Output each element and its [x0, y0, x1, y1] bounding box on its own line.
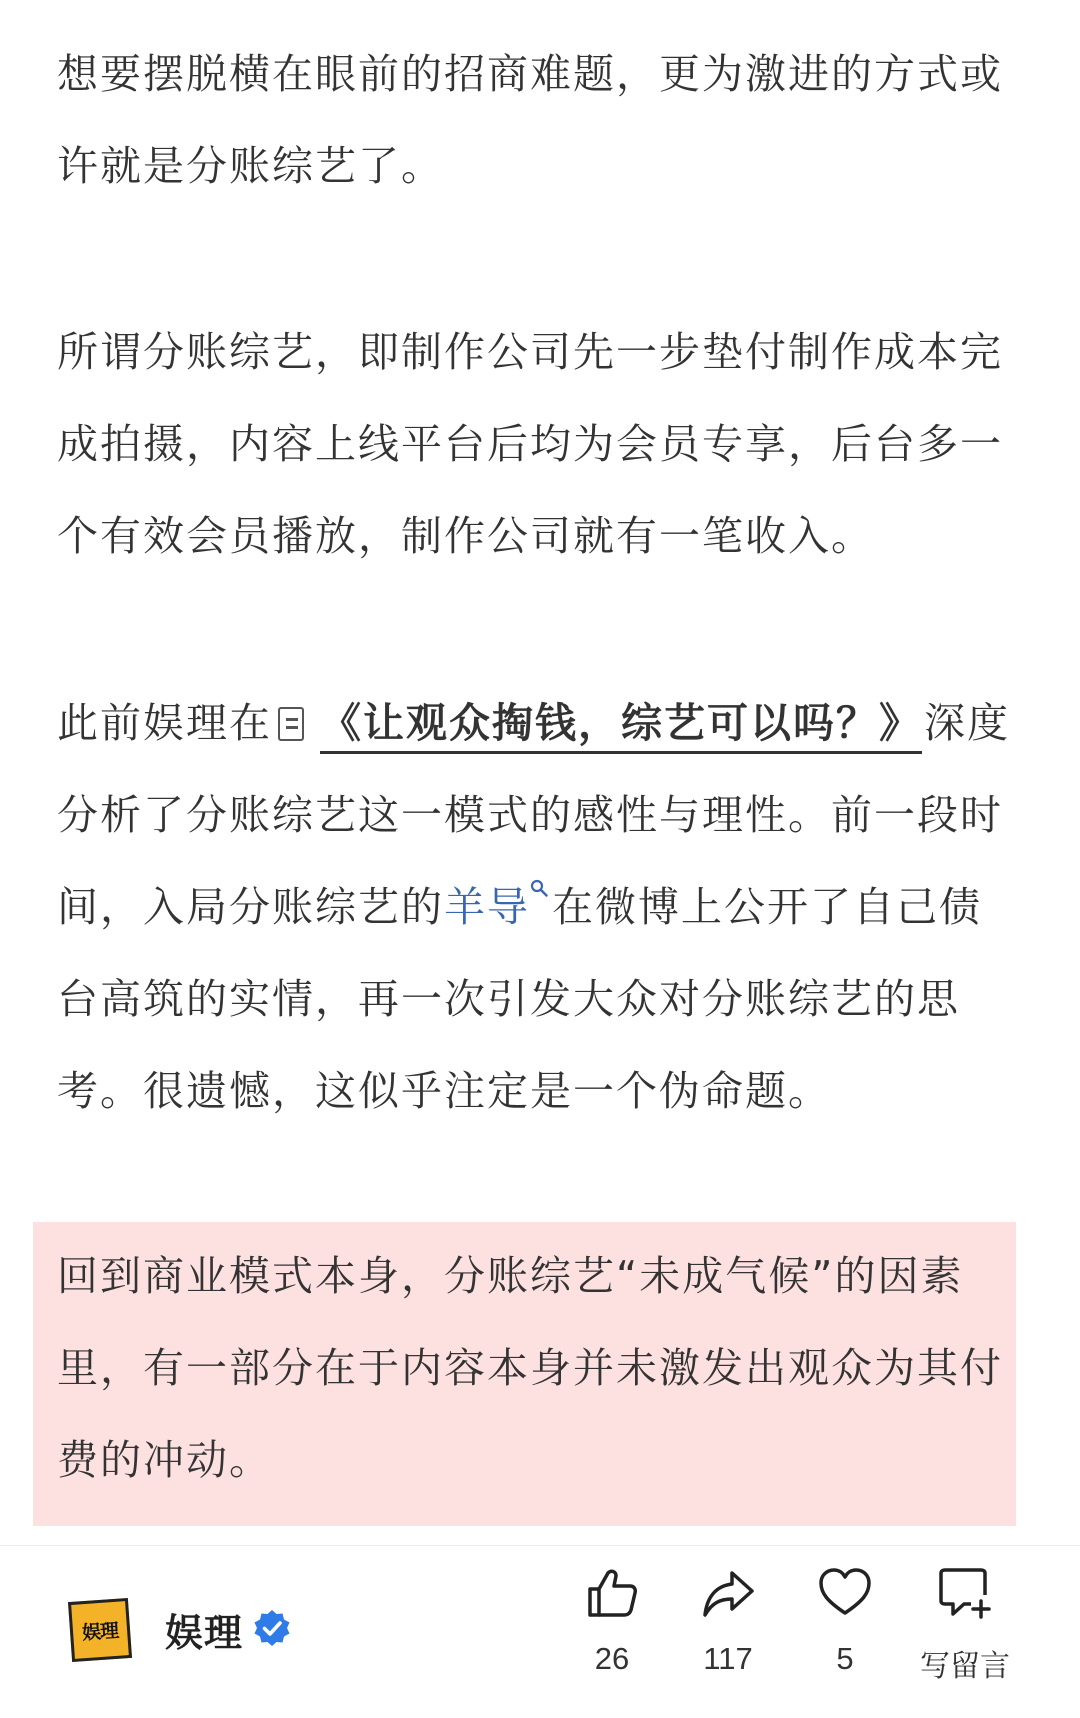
search-icon[interactable]	[530, 879, 548, 897]
write-comment-label: 写留言	[920, 1649, 1010, 1684]
paragraph-3-mid: 深度分析了分账综艺这一模式的感性与理性。前一段时间，入局分账综艺的	[57, 699, 1010, 931]
share-button[interactable]	[668, 1565, 788, 1677]
paragraph-4-highlighted: 回到商业模式本身，分账综艺“未成气候”的因素里，有一部分在于内容本身并未激发出观众为其付费的冲动。	[57, 1252, 1003, 1484]
account-avatar[interactable]	[68, 1598, 132, 1662]
thumbs-up-icon	[584, 1565, 640, 1621]
paragraph-3-lead: 此前娱理在	[57, 699, 272, 747]
account-logo-text: 娱理	[81, 1619, 119, 1644]
search-keyword-link[interactable]: 羊导	[444, 883, 530, 931]
like-button[interactable]	[552, 1565, 672, 1677]
comment-plus-icon	[937, 1565, 993, 1621]
favorite-count: 5	[836, 1641, 854, 1676]
document-icon	[278, 707, 304, 741]
account-name[interactable]: 娱理	[165, 1611, 244, 1655]
favorite-button[interactable]	[785, 1565, 905, 1677]
like-count: 26	[594, 1641, 630, 1676]
paragraph-3-tail: 在微博上公开了自己债台高筑的实情，再一次引发大众对分账综艺的思考。很遗憾，这似乎注定是一个伪命题。	[57, 883, 982, 1115]
share-count: 117	[703, 1641, 753, 1676]
related-article-link[interactable]: 《让观众掏钱，综艺可以吗？》	[320, 699, 922, 754]
paragraph-3	[57, 677, 1023, 1137]
write-comment-button[interactable]	[905, 1565, 1025, 1685]
heart-icon	[817, 1565, 873, 1621]
paragraph-2: 所谓分账综艺，即制作公司先一步垫付制作成本完成拍摄，内容上线平台后均为会员专享，后台多一个有效会员播放，制作公司就有一笔收入。	[57, 328, 1003, 560]
paragraph-1: 想要摆脱横在眼前的招商难题，更为激进的方式或许就是分账综艺了。	[57, 50, 1003, 190]
verified-badge-icon	[252, 1608, 292, 1648]
share-arrow-icon	[700, 1565, 756, 1621]
